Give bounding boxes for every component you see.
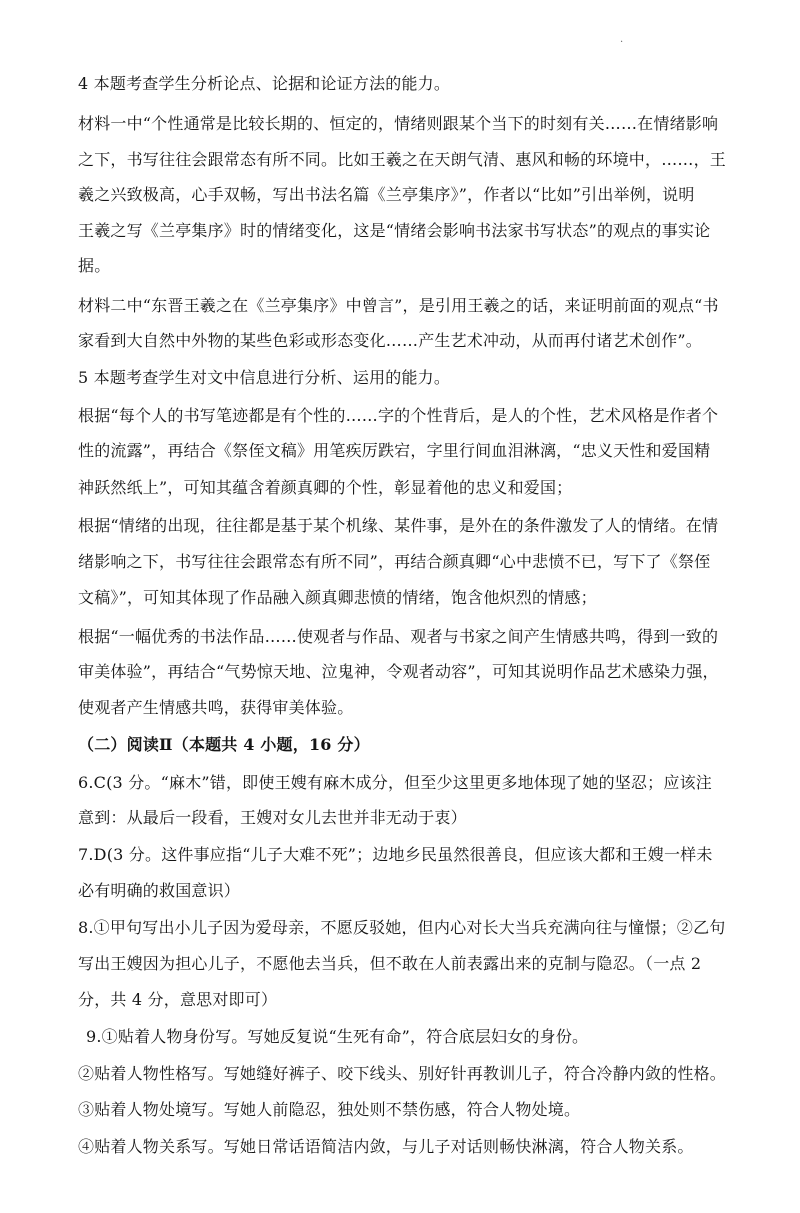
q5-para1-line3: 神跃然纸上”，可知其蕴含着颜真卿的个性，彰显着他的忠义和爱国； bbox=[78, 478, 573, 497]
q5-para3-line1: 根据“一幅优秀的书法作品……使观者与作品、观者与书家之间产生情感共鸣，得到一致的 bbox=[78, 627, 719, 646]
q4-para2-line1: 材料二中“东晋王羲之在《兰亭集序》中曾言”，是引用王羲之的话，来证明前面的观点“书 bbox=[78, 296, 719, 315]
q4-para1-line4: 王羲之写《兰亭集序》时的情绪变化，这是“情绪会影响书法家书写状态”的观点的事实论 bbox=[78, 221, 711, 240]
q5-para2-line3: 文稿》”，可知其体现了作品融入颜真卿悲愤的情绪，饱含他炽烈的情感； bbox=[78, 588, 597, 607]
q9-point3: ③贴着人物处境写。写她人前隐忍，独处则不禁伤感，符合人物处境。 bbox=[78, 1100, 581, 1119]
q5-para2-line1: 根据“情绪的出现，往往都是基于某个机缘、某件事，是外在的条件激发了人的情绪。在情 bbox=[78, 516, 719, 535]
q5-para2-line2: 绪影响之下，书写往往会跟常态有所不同”，再结合颜真卿“心中悲愤不已，写下了《祭侄 bbox=[78, 552, 711, 571]
q7-line1: 7.D(3 分。这件事应指“儿子大难不死”；边地乡民虽然很善良，但应该大都和王嫂一样未 bbox=[78, 845, 713, 864]
q9-point4: ④贴着人物关系写。写她日常话语简洁内敛，与儿子对话则畅快淋漓，符合人物关系。 bbox=[78, 1137, 694, 1156]
q6-line1: 6.C(3 分。“麻木”错，即使王嫂有麻木成分，但至少这里更多地体现了她的坚忍；应该注 bbox=[78, 773, 712, 792]
q4-heading: 4 本题考查学生分析论点、论据和论证方法的能力。 bbox=[78, 74, 451, 93]
q4-para1-line5: 据。 bbox=[78, 256, 111, 275]
q6-line2: 意到：从最后一段看，王嫂对女儿去世并非无动于衷） bbox=[78, 808, 467, 827]
corner-mark: . bbox=[620, 34, 624, 45]
section-reading-2-heading: （二）阅读Ⅱ（本题共 4 小题，16 分） bbox=[78, 735, 370, 754]
q9-point2: ②贴着人物性格写。写她缝好裤子、咬下线头、别好针再教训儿子，符合冷静内敛的性格。 bbox=[78, 1064, 727, 1083]
q4-para2-line2: 家看到大自然中外物的某些色彩或形态变化……产生艺术冲动，从而再付诸艺术创作”。 bbox=[78, 331, 702, 350]
q5-para1-line1: 根据“每个人的书写笔迹都是有个性的……字的个性背后，是人的个性，艺术风格是作者个 bbox=[78, 406, 719, 425]
q5-para1-line2: 性的流露”，再结合《祭侄文稿》用笔疾厉跌宕，字里行间血泪淋漓，“忠义天性和爱国精 bbox=[78, 441, 711, 460]
q8-line3: 分，共 4 分，意思对即可） bbox=[78, 990, 278, 1009]
q5-para3-line3: 使观者产生情感共鸣，获得审美体验。 bbox=[78, 698, 354, 717]
q4-para1-line3: 羲之兴致极高，心手双畅，写出书法名篇《兰亭集序》”，作者以“比如”引出举例，说明 bbox=[78, 185, 695, 204]
q7-line2: 必有明确的救国意识） bbox=[78, 881, 241, 900]
q9-point1: 9.①贴着人物身份写。写她反复说“生死有命”，符合底层妇女的身份。 bbox=[86, 1027, 589, 1046]
q5-heading: 5 本题考查学生对文中信息进行分析、运用的能力。 bbox=[78, 368, 451, 387]
q5-para3-line2: 审美体验”，再结合“气势惊天地、泣鬼神，令观者动容”，可知其说明作品艺术感染力强， bbox=[78, 662, 719, 681]
q8-line1: 8.①甲句写出小儿子因为爱母亲，不愿反驳她，但内心对长大当兵充满向往与憧憬；②乙句 bbox=[78, 918, 726, 937]
q4-para1-line1: 材料一中“个性通常是比较长期的、恒定的，情绪则跟某个当下的时刻有关……在情绪影响 bbox=[78, 114, 719, 133]
q8-line2: 写出王嫂因为担心儿子，不愿他去当兵，但不敢在人前表露出来的克制与隐忍。（一点 2 bbox=[78, 954, 702, 973]
q4-para1-line2: 之下，书写往往会跟常态有所不同。比如王羲之在天朗气清、惠风和畅的环境中，……，王 bbox=[78, 150, 727, 169]
